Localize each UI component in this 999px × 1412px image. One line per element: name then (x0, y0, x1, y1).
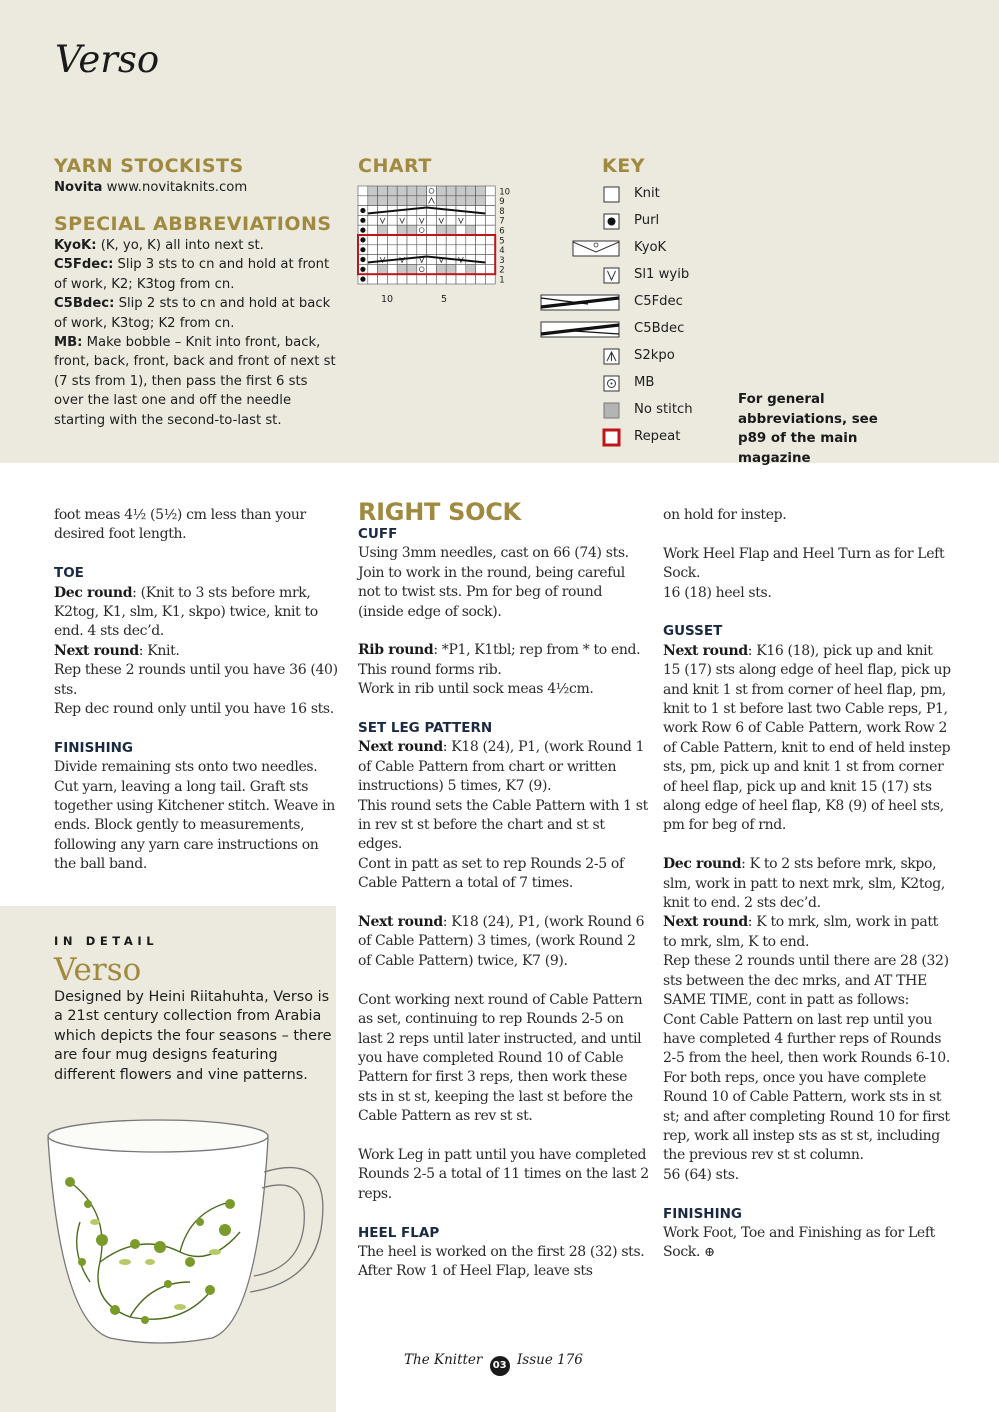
chart-cell (407, 206, 417, 216)
chart-cell (446, 196, 456, 206)
chart-cell (427, 225, 437, 235)
abbreviation-def: Slip 2 sts to cn and hold at back of work, K3tog; K2 from cn. (54, 296, 331, 331)
abbreviation-def: Slip 3 sts to cn and hold at front of work, K2; K3tog from cn. (54, 257, 330, 292)
chart-cell (368, 215, 378, 225)
purl-dot (360, 277, 365, 282)
heel-sts: 16 (18) heel sts. (663, 584, 772, 601)
end-mark-icon: ⊕ (704, 1245, 715, 1261)
chart-cell (407, 196, 417, 206)
chart-cell (466, 215, 476, 225)
round-label: Dec round (663, 856, 742, 873)
cable-back-icon (540, 319, 622, 341)
key-label: MB (634, 375, 655, 390)
chart-cell (466, 255, 476, 265)
chart-cell (407, 264, 417, 274)
chart-cell (387, 186, 397, 196)
chart-cell (368, 274, 378, 284)
chart-cell (476, 245, 486, 255)
chart-cell (417, 186, 427, 196)
round-label: Next round (358, 914, 443, 931)
round-label: Next round (54, 642, 139, 659)
chart-cell (397, 274, 407, 284)
chart-cell (387, 225, 397, 235)
chart-cell (417, 196, 427, 206)
kyok-icon (540, 238, 622, 260)
key-item-bobble (540, 373, 720, 395)
chart-cell (476, 274, 486, 284)
gusset-repeat: Rep these 2 rounds until there are 28 (32) sts between the dec mrks, and AT THE SAME TIME, cont in patt as follows: (663, 953, 949, 1009)
chart-row-number: 4 (499, 246, 505, 257)
chart-cell (476, 264, 486, 274)
abbreviation-term: C5Bdec: (54, 296, 115, 312)
chart-cell (417, 245, 427, 255)
round-text: : K16 (18), pick up and knit 15 (17) sts along edge of heel flap, pick up and knit 1 st from corner of heel flap, pm, knit to 1 st before last two Cable reps, P1, work Row 6 of Cable Pattern, work Row 2 of Cable Pattern, knit to end of held instep sts, pm, pick up and knit 1 st from corner of heel flap, pick up and knit 15 (17) sts along edge of heel flap, K8 (9) of heel sts, pm for beg of rnd. (663, 642, 951, 834)
round-text: : K to 2 sts before mrk, skpo, slm, work in patt to next mrk, slm, K2tog, knit to end. 2 sts dec’d. (663, 856, 945, 912)
rib-work: Work in rib until sock meas 4½cm. (358, 681, 594, 698)
chart-cell (436, 225, 446, 235)
in-detail-label: IN DETAIL (54, 934, 159, 948)
set-leg-sets: This round sets the Cable Pattern with 1 st in rev st st before the chart and st st edges. (358, 797, 648, 853)
chart-cell (436, 206, 446, 216)
body-column-1 (54, 506, 344, 875)
abbreviation-item (54, 294, 336, 333)
chart-cell (368, 264, 378, 274)
chart-row-number: 10 (499, 187, 511, 198)
chart-row-number: 3 (499, 255, 505, 266)
gusset-heading: GUSSET (663, 623, 723, 640)
chart-cell (485, 196, 495, 206)
purl-dot (360, 247, 365, 252)
chart-row-number: 8 (499, 206, 505, 217)
chart-cell (466, 245, 476, 255)
chart-col-label: 10 (381, 294, 394, 305)
chart-cell (436, 245, 446, 255)
chart-row-number: 6 (499, 226, 505, 237)
knitting-chart (356, 184, 516, 292)
purl-dot (360, 237, 365, 242)
chart-cell (476, 235, 486, 245)
chart-cell (427, 235, 437, 245)
chart-cell (427, 186, 437, 196)
stockist-url[interactable]: www.novitaknits.com (106, 180, 248, 195)
rib-round (358, 641, 650, 660)
round-text: : Knit. (138, 642, 180, 659)
abbreviation-item (54, 255, 336, 294)
chart-cell (485, 255, 495, 265)
toe-next-round (54, 642, 344, 661)
round-label: Next round (663, 642, 748, 659)
chart-cell (476, 215, 486, 225)
chart-cell (436, 264, 446, 274)
abbreviation-item (54, 333, 336, 430)
set-leg-heading: SET LEG PATTERN (358, 720, 493, 737)
chart-cell (397, 235, 407, 245)
chart-cell (368, 225, 378, 235)
purl-dot (360, 257, 365, 262)
chart-cell (407, 255, 417, 265)
chart-cell (446, 235, 456, 245)
chart-cell (378, 245, 388, 255)
purl-dot (360, 208, 365, 213)
chart-cell (446, 274, 456, 284)
chart-cell (378, 196, 388, 206)
gusset-round (663, 642, 953, 836)
key-label: KyoK (634, 240, 667, 255)
set-leg-cont: Cont in patt as set to rep Rounds 2-5 of Cable Pattern a total of 7 times. (358, 855, 624, 892)
key-label: C5Bdec (634, 321, 685, 336)
key-item-cable-front (540, 292, 720, 314)
chart-row-numbers (499, 187, 510, 285)
chart-cell (397, 264, 407, 274)
abbreviation-term: MB: (54, 335, 83, 351)
chart-cell (466, 225, 476, 235)
chart-cell (378, 225, 388, 235)
round-text: : K18 (24), P1, (work Round 1 of Cable Pattern from chart or written instructions) 5 times, K7 (9). (358, 739, 645, 795)
chart-heading: CHART (358, 155, 432, 177)
footer-page-number: 03 (490, 1356, 510, 1376)
chart-cell (387, 274, 397, 284)
chart-cell (378, 206, 388, 216)
general-abbreviations-note: For general abbreviations, see p89 of the main magazine (738, 392, 878, 466)
finishing-heading: FINISHING (54, 739, 133, 756)
chart-cell (407, 245, 417, 255)
heel-work: Work Heel Flap and Heel Turn as for Left Sock. (663, 545, 945, 582)
on-hold-text: on hold for instep. (663, 507, 787, 523)
chart-cell (358, 196, 368, 206)
chart-cell (456, 225, 466, 235)
round-text: : *P1, K1tbl; rep from * to end. (433, 642, 641, 659)
chart-row-number: 7 (499, 216, 505, 227)
chart-column-labels (370, 294, 490, 308)
chart-cell (358, 186, 368, 196)
cable-front-icon (540, 292, 622, 314)
chart-cell (427, 274, 437, 284)
key-item-knit (540, 184, 720, 206)
chart-row-number: 5 (499, 236, 505, 247)
chart-cell (387, 215, 397, 225)
key-item-s2kpo (540, 346, 720, 368)
abbreviation-list (54, 236, 336, 430)
foot-intro: foot meas 4½ (5½) cm less than your desired foot length. (54, 507, 306, 543)
key-item-purl (540, 211, 720, 233)
chart-cell (436, 274, 446, 284)
chart-cell (407, 215, 417, 225)
chart-cell (387, 264, 397, 274)
finishing-text-2 (663, 1224, 953, 1263)
chart-cell (446, 186, 456, 196)
chart-cell (476, 186, 486, 196)
round-label: Next round (358, 739, 443, 756)
round-text: : K18 (24), P1, (work Round 6 of Cable Pattern) 3 times, (work Round 2 of Cable Pattern) twice, K7 (9). (358, 914, 645, 969)
abbreviation-term: C5Fdec: (54, 257, 114, 273)
key-item-no-stitch (540, 400, 720, 422)
key-heading: KEY (602, 155, 645, 177)
chart-grid (358, 186, 495, 284)
chart-cell (368, 196, 378, 206)
key-label: C5Fdec (634, 294, 683, 309)
stockist-brand: Novita (54, 180, 103, 195)
mug-illustration (40, 1112, 330, 1348)
s2kpo-icon (540, 346, 622, 368)
chart-cell (456, 245, 466, 255)
heel-flap-text: The heel is worked on the first 28 (32) sts. After Row 1 of Heel Flap, leave sts (358, 1243, 645, 1280)
chart-cell (417, 235, 427, 245)
cont-working: Cont working next round of Cable Pattern as set, continuing to rep Rounds 2-5 on last 2 reps until later instructed, and until you have completed Round 10 of Cable Pattern for first 3 reps, then work these sts in st st, keeping the last st before the Cable Pattern as rev st st. (358, 991, 643, 1125)
chart-row-number: 2 (499, 265, 505, 276)
abbreviation-def: Make bobble – Knit into front, back, front, back, front, back and front of next st (7 sts from 1), then pass the first 6 sts over the last one and off the needle starting with the second-to-last st. (54, 335, 336, 428)
key-item-cable-back (540, 319, 720, 341)
footer-magazine: The Knitter (404, 1352, 483, 1368)
toe-heading: TOE (54, 565, 84, 582)
special-abbreviations-heading: SPECIAL ABBREVIATIONS (54, 213, 332, 235)
key-label: Knit (634, 186, 660, 201)
slip-icon (540, 265, 622, 287)
chart-cell (485, 186, 495, 196)
toe-dec-round (54, 584, 344, 642)
chart-cell (466, 274, 476, 284)
bobble-icon (540, 373, 622, 395)
chart-cell (407, 274, 417, 284)
chart-cell (427, 215, 437, 225)
chart-col-label: 5 (441, 294, 448, 305)
chart-cell (397, 196, 407, 206)
chart-cell (436, 186, 446, 196)
chart-cell (446, 225, 456, 235)
chart-cell (427, 245, 437, 255)
chart-cell (378, 274, 388, 284)
finishing-heading-2: FINISHING (663, 1205, 742, 1222)
chart-row-number: 9 (499, 197, 505, 208)
key-item-kyok (540, 238, 720, 260)
knit-icon (540, 184, 622, 206)
chart-cell (427, 264, 437, 274)
gusset-next-round (663, 913, 953, 952)
chart-cell (397, 186, 407, 196)
finishing-text: Divide remaining sts onto two needles. Cut yarn, leaving a long tail. Graft sts together using Kitchener stitch. Weave in ends. Block gently to measurements, following any yarn care instructions on the ball band. (54, 759, 335, 873)
in-detail-title: Verso (54, 952, 142, 988)
chart-cell (378, 186, 388, 196)
chart-cell (466, 206, 476, 216)
chart-cell (466, 264, 476, 274)
chart-cell (485, 264, 495, 274)
chart-cell (417, 264, 427, 274)
footer-issue: Issue 176 (516, 1352, 583, 1368)
chart-cell (485, 206, 495, 216)
gusset-dec-round (663, 855, 953, 913)
chart-cell (466, 196, 476, 206)
key-label: Sl1 wyib (634, 267, 690, 282)
page-footer (404, 1352, 583, 1376)
purl-dot (360, 228, 365, 233)
chart-cell (485, 274, 495, 284)
chart-cell (397, 225, 407, 235)
chart-cell (476, 196, 486, 206)
chart-cell (407, 186, 417, 196)
chart-cell (456, 186, 466, 196)
chart-cell (446, 264, 456, 274)
round-text: : K to mrk, slm, work in patt to mrk, slm, K to end. (663, 914, 938, 950)
chart-cell (368, 186, 378, 196)
cuff-text: Using 3mm needles, cast on 66 (74) sts. Join to work in the round, being careful not to twist sts. Pm for beg of round (inside edge of sock). (358, 545, 629, 620)
rib-forms: This round forms rib. (358, 661, 502, 678)
key-label: Repeat (634, 429, 681, 444)
abbreviation-item (54, 236, 336, 255)
chart-cell (456, 235, 466, 245)
body-column-2 (358, 525, 650, 1282)
chart-cell (387, 196, 397, 206)
chart-cell (368, 235, 378, 245)
round-label: Rib round (358, 642, 434, 659)
right-sock-heading: RIGHT SOCK (358, 498, 521, 526)
gusset-cont: Cont Cable Pattern on last rep until you have completed 4 further reps of Rounds 2-5 from the heel, then work Rounds 6-10. For both reps, once you have complete Round 10 of Cable Pattern, work sts in st st; and after completing Round 10 for first rep, work all instep sts as st st, including the previous rev st st column. (663, 1011, 950, 1164)
chart-cell (417, 225, 427, 235)
repeat-icon (540, 427, 622, 449)
chart-cell (485, 235, 495, 245)
chart-cell (387, 235, 397, 245)
key-label: No stitch (634, 402, 693, 417)
key-label: Purl (634, 213, 660, 228)
chart-cell (368, 245, 378, 255)
chart-cell (417, 274, 427, 284)
round-text: : (Knit to 3 sts before mrk, K2tog, K1, slm, K1, skpo) twice, knit to end. 4 sts dec’d. (54, 584, 318, 640)
chart-cell (485, 225, 495, 235)
abbreviation-def: (K, yo, K) all into next st. (100, 238, 264, 253)
chart-cell (436, 196, 446, 206)
chart-cell (407, 225, 417, 235)
chart-cell (446, 215, 456, 225)
heel-flap-heading: HEEL FLAP (358, 1224, 440, 1241)
purl-dot (360, 218, 365, 223)
no-stitch-icon (540, 400, 622, 422)
abbreviation-term: KyoK: (54, 238, 97, 253)
chart-cell (485, 215, 495, 225)
purl-dot (360, 267, 365, 272)
chart-cell (466, 186, 476, 196)
set-leg-round (358, 738, 650, 796)
chart-cell (387, 245, 397, 255)
chart-cell (378, 235, 388, 245)
key-item-slip (540, 265, 720, 287)
chart-cell (485, 245, 495, 255)
chart-cell (456, 196, 466, 206)
toe-repeat-dec: Rep dec round only until you have 16 sts. (54, 701, 334, 718)
yarn-stockists-heading: YARN STOCKISTS (54, 155, 244, 177)
chart-cell (476, 225, 486, 235)
stockist-line (54, 178, 344, 197)
finishing-text-body: Work Foot, Toe and Finishing as for Left Sock. (663, 1224, 935, 1261)
in-detail-text: Designed by Heini Riitahuhta, Verso is a 21st century collection from Arabia which depicts the four seasons – there are four mug designs featuring different flowers and vine patterns. (54, 989, 332, 1083)
page-title: Verso (55, 38, 160, 81)
body-column-3 (663, 506, 953, 1263)
next-round-2 (358, 913, 650, 971)
purl-icon (540, 211, 622, 233)
toe-repeat: Rep these 2 rounds until you have 36 (40) sts. (54, 662, 338, 698)
gusset-result: 56 (64) sts. (663, 1166, 739, 1183)
chart-row-number: 1 (499, 275, 505, 286)
key-label: S2kpo (634, 348, 675, 363)
chart-cell (407, 235, 417, 245)
round-label: Dec round (54, 584, 133, 601)
key-item-repeat (540, 427, 720, 449)
work-leg: Work Leg in patt until you have completed Rounds 2-5 a total of 11 times on the last 2 reps. (358, 1146, 649, 1202)
cuff-heading: CUFF (358, 526, 398, 542)
chart-cell (456, 274, 466, 284)
chart-cell (378, 264, 388, 274)
chart-cell (446, 245, 456, 255)
chart-cell (456, 264, 466, 274)
chart-cell (397, 245, 407, 255)
round-label: Next round (663, 914, 748, 931)
chart-cell (436, 235, 446, 245)
chart-cell (466, 235, 476, 245)
